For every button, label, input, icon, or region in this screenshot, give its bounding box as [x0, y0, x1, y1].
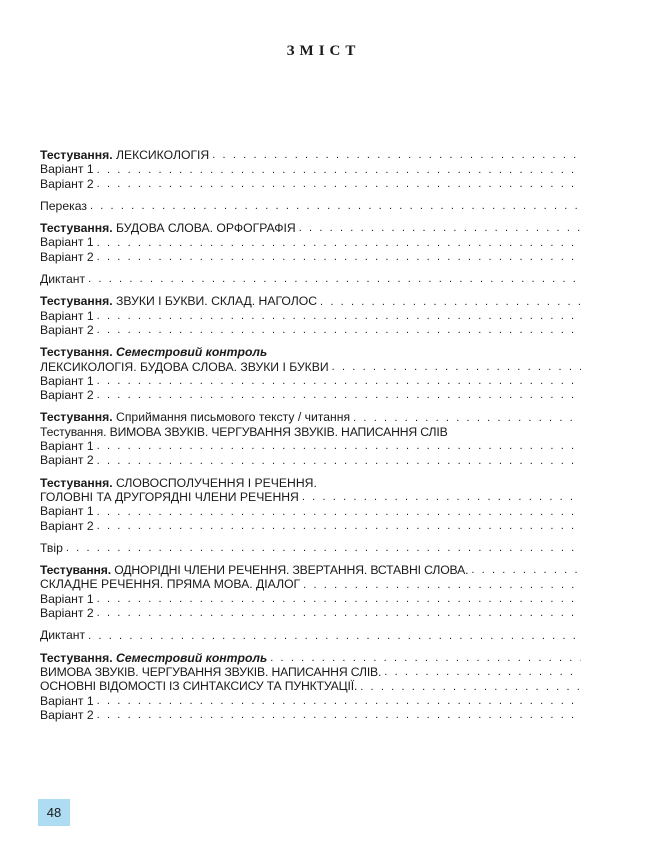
entry-label: Тестування.: [40, 475, 113, 490]
dot-leader: [97, 454, 581, 468]
variant-label: Варіант 2: [40, 707, 94, 722]
toc-entry: [40, 628, 581, 642]
dot-leader: [212, 148, 581, 162]
toc-entry-variant: [40, 235, 581, 249]
variant-label: Варіант 2: [40, 453, 94, 468]
dot-leader: [97, 519, 581, 533]
dot-leader: [88, 629, 581, 643]
toc-entry-variant: [40, 374, 581, 388]
toc-entry-variant: [40, 323, 581, 337]
entry-label: Тестування.: [40, 345, 113, 360]
entry-label: Тестування.: [40, 294, 113, 309]
toc-entry-line: [40, 490, 581, 504]
toc-entry: [40, 272, 581, 286]
toc-entry: [40, 541, 581, 555]
toc-entry: [40, 476, 581, 490]
entry-title: Твір: [40, 540, 63, 555]
toc-entry-variant: [40, 453, 581, 467]
toc-entry-variant: [40, 309, 581, 323]
variant-label: Варіант 1: [40, 504, 94, 519]
toc-entry-line: [40, 425, 581, 439]
variant-label: Варіант 1: [40, 162, 94, 177]
dot-leader: [384, 665, 581, 679]
toc-entry-line: [40, 360, 581, 374]
entry-title: ВИМОВА ЗВУКІВ. ЧЕРГУВАННЯ ЗВУКІВ. НАПИСАННЯ СЛІВ.: [40, 664, 382, 679]
entry-title: Тестування. ВИМОВА ЗВУКІВ. ЧЕРГУВАННЯ ЗВУКІВ. НАПИСАННЯ СЛІВ: [40, 424, 448, 439]
toc-entry-variant: [40, 177, 581, 191]
dot-leader: [97, 708, 581, 722]
variant-label: Варіант 1: [40, 693, 94, 708]
dot-leader: [97, 309, 581, 323]
toc-entry-variant: [40, 504, 581, 518]
toc-entry-variant: [40, 388, 581, 402]
entry-title: ГОЛОВНІ ТА ДРУГОРЯДНІ ЧЛЕНИ РЕЧЕННЯ: [40, 489, 299, 504]
variant-label: Варіант 1: [40, 235, 94, 250]
dot-leader: [97, 592, 581, 606]
toc-entry: [40, 199, 581, 213]
dot-leader: [97, 388, 581, 402]
dot-leader: [320, 295, 581, 309]
variant-label: Варіант 2: [40, 322, 94, 337]
dot-leader: [97, 250, 581, 264]
variant-label: Варіант 2: [40, 606, 94, 621]
entry-label: Тестування.: [40, 221, 113, 236]
toc-entry: [40, 221, 581, 235]
dot-leader: [97, 606, 581, 620]
dot-leader: [97, 177, 581, 191]
dot-leader: [299, 221, 581, 235]
dot-leader: [360, 680, 581, 694]
entry-title: ОСНОВНІ ВІДОМОСТІ ІЗ СИНТАКСИСУ ТА ПУНКТУАЦІЇ.: [40, 679, 358, 694]
dot-leader: [97, 323, 581, 337]
dot-leader: [88, 272, 581, 286]
toc-entry-line: [40, 665, 581, 679]
entry-title: СЛОВОСПОЛУЧЕННЯ І РЕЧЕННЯ.: [116, 475, 317, 490]
entry-title: Диктант: [40, 272, 86, 287]
toc-entry: [40, 148, 581, 162]
entry-italic-title: Семестровий контроль: [116, 650, 268, 665]
entry-label: Тестування.: [40, 148, 113, 162]
entry-title: БУДОВА СЛОВА. ОРФОГРАФІЯ: [116, 221, 296, 236]
toc-entry-line: [40, 679, 581, 693]
entry-label: Тестування.: [40, 650, 113, 665]
toc-entry-variant: [40, 162, 581, 176]
dot-leader: [97, 505, 581, 519]
toc-entry: [40, 651, 581, 665]
page-number: 48: [38, 799, 70, 826]
entry-title: ЗВУКИ І БУКВИ. СКЛАД. НАГОЛОС: [116, 294, 318, 309]
variant-label: Варіант 1: [40, 308, 94, 323]
dot-leader: [90, 199, 581, 213]
entry-label: Тестування.: [40, 410, 113, 425]
entry-title: Переказ: [40, 198, 87, 213]
dot-leader: [97, 439, 581, 453]
toc-entry: [40, 563, 581, 577]
entry-title: Сприймання письмового тексту / читання: [116, 410, 351, 425]
variant-label: Варіант 2: [40, 249, 94, 264]
toc-entry-variant: [40, 606, 581, 620]
dot-leader: [303, 578, 581, 592]
dot-leader: [332, 360, 581, 374]
variant-label: Варіант 1: [40, 439, 94, 454]
toc-entry-variant: [40, 592, 581, 606]
table-of-contents: [40, 148, 581, 722]
dot-leader: [66, 541, 581, 555]
dot-leader: [97, 694, 581, 708]
entry-label: Тестування.: [40, 563, 111, 578]
toc-entry: [40, 294, 581, 308]
toc-entry: [40, 345, 581, 359]
dot-leader: [471, 563, 581, 577]
dot-leader: [353, 411, 581, 425]
variant-label: Варіант 2: [40, 388, 94, 403]
dot-leader: [302, 490, 581, 504]
page-title: ЗМІСТ: [286, 43, 361, 59]
toc-entry-variant: [40, 439, 581, 453]
dot-leader: [97, 236, 581, 250]
entry-title: ЛЕКСИКОЛОГІЯ: [116, 148, 210, 162]
dot-leader: [97, 163, 581, 177]
toc-entry-line: [40, 577, 581, 591]
entry-title: Диктант: [40, 628, 86, 643]
toc-entry-variant: [40, 694, 581, 708]
variant-label: Варіант 1: [40, 373, 94, 388]
toc-entry: [40, 410, 581, 424]
entry-title: СКЛАДНЕ РЕЧЕННЯ. ПРЯМА МОВА. ДІАЛОГ: [40, 577, 301, 592]
toc-entry-variant: [40, 250, 581, 264]
entry-title: ЛЕКСИКОЛОГІЯ. БУДОВА СЛОВА. ЗВУКИ І БУКВИ: [40, 359, 329, 374]
dot-leader: [97, 374, 581, 388]
entry-italic-title: Семестровий контроль: [116, 345, 268, 360]
variant-label: Варіант 1: [40, 591, 94, 606]
entry-title: ОДНОРІДНІ ЧЛЕНИ РЕЧЕННЯ. ЗВЕРТАННЯ. ВСТАВНІ СЛОВА.: [114, 563, 469, 578]
toc-entry-variant: [40, 519, 581, 533]
dot-leader: [270, 651, 581, 665]
toc-entry-variant: [40, 708, 581, 722]
variant-label: Варіант 2: [40, 176, 94, 191]
variant-label: Варіант 2: [40, 518, 94, 533]
